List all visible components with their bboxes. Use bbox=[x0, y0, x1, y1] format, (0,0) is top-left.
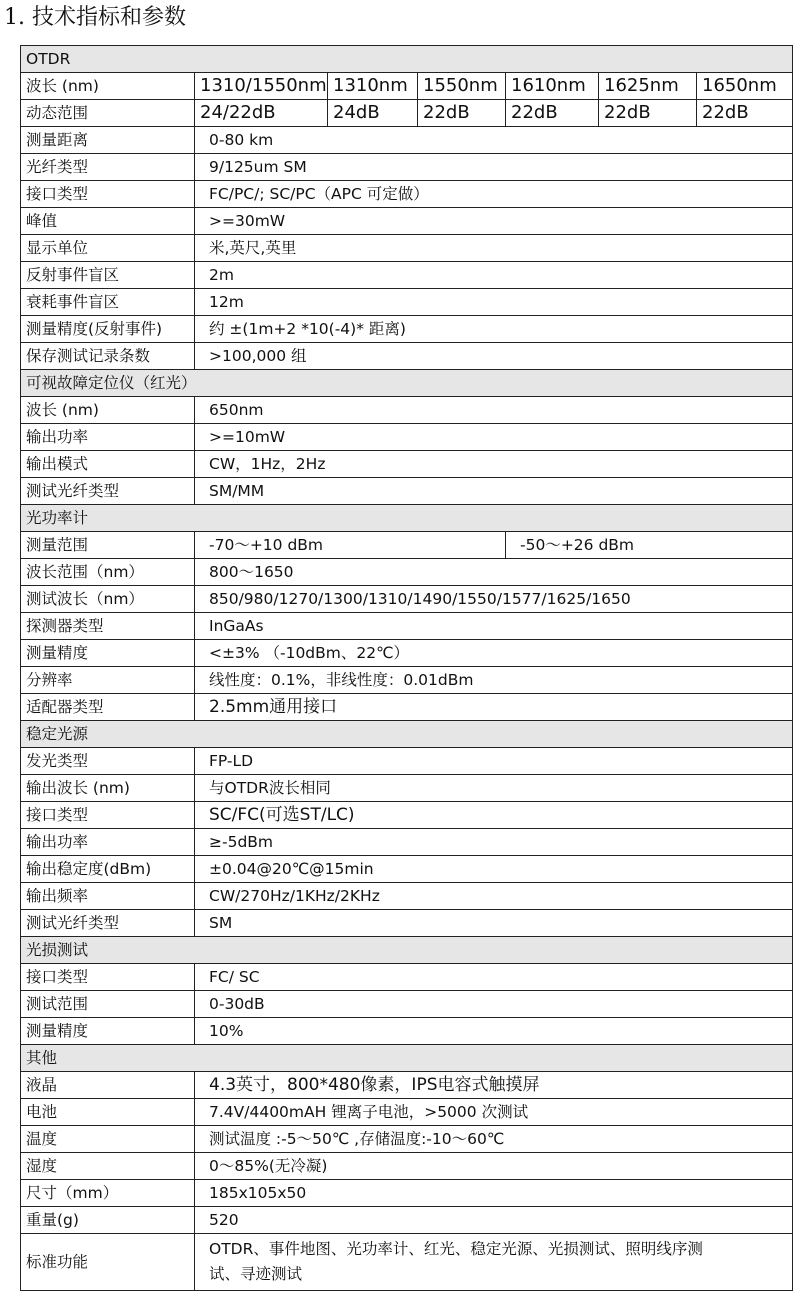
page-title: 1. 技术指标和参数 bbox=[4, 5, 186, 30]
row-label: 反射事件盲区 bbox=[21, 262, 195, 289]
row-label: 标准功能 bbox=[21, 1234, 195, 1291]
table-row bbox=[21, 964, 793, 991]
cell-value: 22dB bbox=[418, 100, 506, 127]
table-row bbox=[21, 451, 793, 478]
row-value: 2m bbox=[195, 262, 793, 289]
table-row bbox=[21, 910, 793, 937]
row-label: 光纤类型 bbox=[21, 154, 195, 181]
table-row bbox=[21, 1072, 793, 1099]
row-label: 输出模式 bbox=[21, 451, 195, 478]
table-row bbox=[21, 775, 793, 802]
row-value: 0-80 km bbox=[195, 127, 793, 154]
row-value: 185x105x50 bbox=[195, 1180, 793, 1207]
table-row bbox=[21, 1099, 793, 1126]
row-label: 液晶 bbox=[21, 1072, 195, 1099]
row-value: 650nm bbox=[195, 397, 793, 424]
row-label: 衰耗事件盲区 bbox=[21, 289, 195, 316]
table-row bbox=[21, 559, 793, 586]
row-label: 接口类型 bbox=[21, 964, 195, 991]
row-value: ≥-5dBm bbox=[195, 829, 793, 856]
row-value: SC/FC(可选ST/LC) bbox=[195, 802, 793, 829]
row-label: 测试范围 bbox=[21, 991, 195, 1018]
row-value: OTDR、事件地图、光功率计、红光、稳定光源、光损测试、照明线序测试、寻迹测试 bbox=[195, 1234, 793, 1291]
row-value: 10% bbox=[195, 1018, 793, 1045]
row-value: ±0.04@20℃@15min bbox=[195, 856, 793, 883]
table-row bbox=[21, 289, 793, 316]
section-header: 光功率计 bbox=[21, 505, 793, 532]
row-value: CW，1Hz，2Hz bbox=[195, 451, 793, 478]
cell-value: 1550nm bbox=[418, 73, 506, 100]
section-header: 其他 bbox=[21, 1045, 793, 1072]
row-value: 4.3英寸，800*480像素，IPS电容式触摸屏 bbox=[195, 1072, 793, 1099]
cell-value: 22dB bbox=[599, 100, 697, 127]
row-label: 接口类型 bbox=[21, 802, 195, 829]
row-label: 发光类型 bbox=[21, 748, 195, 775]
table-row bbox=[21, 856, 793, 883]
section-header: 可视故障定位仪（红光） bbox=[21, 370, 793, 397]
row-label: 输出功率 bbox=[21, 424, 195, 451]
row-value: 12m bbox=[195, 289, 793, 316]
table-row bbox=[21, 235, 793, 262]
row-value: >=30mW bbox=[195, 208, 793, 235]
row-label: 重量(g) bbox=[21, 1207, 195, 1234]
row-label: 测量距离 bbox=[21, 127, 195, 154]
row-label: 输出波长 (nm) bbox=[21, 775, 195, 802]
row-value: FC/PC/; SC/PC（APC 可定做） bbox=[195, 181, 793, 208]
table-row bbox=[21, 694, 793, 721]
table-row bbox=[21, 991, 793, 1018]
row-value: -70～+10 dBm bbox=[195, 532, 506, 559]
table-row bbox=[21, 613, 793, 640]
row-value: FC/ SC bbox=[195, 964, 793, 991]
cell-value: 24/22dB bbox=[195, 100, 328, 127]
table-row bbox=[21, 262, 793, 289]
section-vfl bbox=[21, 370, 793, 397]
table-row bbox=[21, 1126, 793, 1153]
table-row bbox=[21, 640, 793, 667]
row-label: 动态范围 bbox=[21, 100, 195, 127]
row-value: 2.5mm通用接口 bbox=[195, 694, 793, 721]
row-label: 测试波长（nm） bbox=[21, 586, 195, 613]
row-label: 测试光纤类型 bbox=[21, 910, 195, 937]
table-row bbox=[21, 478, 793, 505]
table-row bbox=[21, 532, 793, 559]
row-value: 与OTDR波长相同 bbox=[195, 775, 793, 802]
row-value: 线性度：0.1%，非线性度：0.01dBm bbox=[195, 667, 793, 694]
cell-value: 1625nm bbox=[599, 73, 697, 100]
table-row bbox=[21, 667, 793, 694]
table-row bbox=[21, 802, 793, 829]
row-value: 9/125um SM bbox=[195, 154, 793, 181]
row-value: 7.4V/4400mAH 锂离子电池，>5000 次测试 bbox=[195, 1099, 793, 1126]
table-row bbox=[21, 1018, 793, 1045]
row-label: 尺寸（mm） bbox=[21, 1180, 195, 1207]
row-value: 约 ±(1m+2 *10(-4)* 距离) bbox=[195, 316, 793, 343]
table-row bbox=[21, 424, 793, 451]
table-row bbox=[21, 883, 793, 910]
row-value: >100,000 组 bbox=[195, 343, 793, 370]
row-label: 波长范围（nm） bbox=[21, 559, 195, 586]
row-label: 分辨率 bbox=[21, 667, 195, 694]
row-label: 保存测试记录条数 bbox=[21, 343, 195, 370]
row-value: >=10mW bbox=[195, 424, 793, 451]
row-label: 接口类型 bbox=[21, 181, 195, 208]
row-label: 峰值 bbox=[21, 208, 195, 235]
section-loss bbox=[21, 937, 793, 964]
cell-value: 1610nm bbox=[506, 73, 599, 100]
row-value: 米,英尺,英里 bbox=[195, 235, 793, 262]
section-other bbox=[21, 1045, 793, 1072]
row-value: SM/MM bbox=[195, 478, 793, 505]
table-row bbox=[21, 1153, 793, 1180]
row-value: 测试温度 :-5～50℃ ,存储温度:-10～60℃ bbox=[195, 1126, 793, 1153]
section-header: 光损测试 bbox=[21, 937, 793, 964]
row-label: 显示单位 bbox=[21, 235, 195, 262]
table-row bbox=[21, 73, 793, 100]
row-value: -50～+26 dBm bbox=[506, 532, 793, 559]
table-row bbox=[21, 397, 793, 424]
cell-value: 1650nm bbox=[697, 73, 793, 100]
table-row bbox=[21, 1180, 793, 1207]
row-value: 520 bbox=[195, 1207, 793, 1234]
row-value: 0～85%(无冷凝) bbox=[195, 1153, 793, 1180]
row-label: 温度 bbox=[21, 1126, 195, 1153]
table-row bbox=[21, 316, 793, 343]
row-value: FP-LD bbox=[195, 748, 793, 775]
section-header: 稳定光源 bbox=[21, 721, 793, 748]
table-row bbox=[21, 1234, 793, 1291]
row-label: 测量精度 bbox=[21, 640, 195, 667]
table-row bbox=[21, 748, 793, 775]
cell-value: 24dB bbox=[328, 100, 418, 127]
row-label: 波长 (nm) bbox=[21, 397, 195, 424]
section-otdr bbox=[21, 46, 793, 73]
section-opm bbox=[21, 505, 793, 532]
table-row bbox=[21, 208, 793, 235]
table-row bbox=[21, 181, 793, 208]
row-value: SM bbox=[195, 910, 793, 937]
row-label: 波长 (nm) bbox=[21, 73, 195, 100]
table-row bbox=[21, 343, 793, 370]
row-value: 800～1650 bbox=[195, 559, 793, 586]
row-label: 输出稳定度(dBm) bbox=[21, 856, 195, 883]
table-row bbox=[21, 586, 793, 613]
row-label: 电池 bbox=[21, 1099, 195, 1126]
row-label: 探测器类型 bbox=[21, 613, 195, 640]
row-value: InGaAs bbox=[195, 613, 793, 640]
row-value: CW/270Hz/1KHz/2KHz bbox=[195, 883, 793, 910]
table-row bbox=[21, 100, 793, 127]
row-value: <±3% （-10dBm、22℃） bbox=[195, 640, 793, 667]
row-label: 测试光纤类型 bbox=[21, 478, 195, 505]
row-label: 湿度 bbox=[21, 1153, 195, 1180]
row-label: 测量精度 bbox=[21, 1018, 195, 1045]
cell-value: 1310nm bbox=[328, 73, 418, 100]
row-label: 适配器类型 bbox=[21, 694, 195, 721]
row-value: 0-30dB bbox=[195, 991, 793, 1018]
cell-value: 22dB bbox=[697, 100, 793, 127]
row-label: 输出功率 bbox=[21, 829, 195, 856]
table-row bbox=[21, 829, 793, 856]
table-row bbox=[21, 154, 793, 181]
section-header: OTDR bbox=[21, 46, 793, 73]
table-row bbox=[21, 1207, 793, 1234]
cell-value: 22dB bbox=[506, 100, 599, 127]
spec-table bbox=[20, 45, 793, 1291]
row-label: 输出频率 bbox=[21, 883, 195, 910]
row-label: 测量范围 bbox=[21, 532, 195, 559]
cell-value: 1310/1550nm bbox=[195, 73, 328, 100]
section-source bbox=[21, 721, 793, 748]
table-row bbox=[21, 127, 793, 154]
row-value: 850/980/1270/1300/1310/1490/1550/1577/1625/1650 bbox=[195, 586, 793, 613]
row-label: 测量精度(反射事件) bbox=[21, 316, 195, 343]
